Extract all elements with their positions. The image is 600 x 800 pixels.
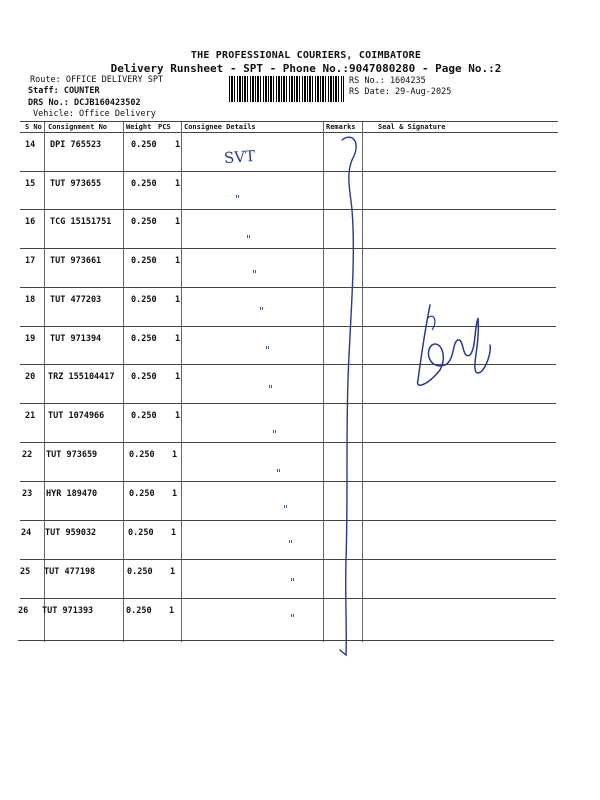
row-consignment: TUT 973659 [46, 450, 98, 460]
ditto-mark: " [290, 576, 296, 589]
company-title: THE PROFESSIONAL COURIERS, COIMBATORE [190, 50, 422, 61]
vehicle-label: Vehicle: Office Delivery [33, 109, 156, 119]
row-pcs: 1 [172, 489, 178, 499]
remarks-bracket-line [340, 137, 356, 655]
row-consignment: TUT 1074966 [48, 411, 105, 421]
row-pcs: 1 [175, 372, 181, 382]
row-consignment: TUT 973655 [50, 179, 102, 189]
row-weight: 0.250 [131, 217, 157, 227]
row-pcs: 1 [171, 528, 177, 538]
col-header-consignee: Consignee Details [184, 123, 256, 131]
row-sno: 17 [25, 256, 36, 266]
ditto-mark: " [259, 305, 265, 318]
staff-label: Staff: COUNTER [28, 86, 100, 96]
row-sno: 21 [25, 411, 36, 421]
handwritten-svt: SVT [223, 146, 256, 168]
row-pcs: 1 [175, 179, 181, 189]
col-header-weight: Weight [126, 123, 152, 131]
row-sno: 15 [25, 179, 36, 189]
row-sno: 18 [25, 295, 36, 305]
row-pcs: 1 [172, 450, 178, 460]
ditto-mark: " [283, 503, 289, 516]
row-sno: 19 [25, 334, 36, 344]
route-label: Route: OFFICE DELIVERY SPT [30, 75, 164, 85]
row-weight: 0.250 [129, 450, 155, 460]
row-weight: 0.250 [128, 528, 154, 538]
row-consignment: TCG 15151751 [50, 217, 112, 227]
row-consignment: HYR 189470 [46, 489, 98, 499]
row-consignment: TUT 959032 [45, 528, 97, 538]
row-consignment: TRZ 155104417 [48, 372, 115, 382]
col-header-sno: S No [25, 123, 42, 131]
row-weight: 0.250 [131, 372, 157, 382]
row-sno: 26 [18, 606, 29, 616]
ditto-mark: " [276, 467, 282, 480]
row-pcs: 1 [170, 567, 176, 577]
ditto-mark: " [272, 428, 278, 441]
row-sno: 20 [25, 372, 36, 382]
row-weight: 0.250 [126, 606, 152, 616]
ditto-mark: " [246, 233, 252, 246]
row-sno: 16 [25, 217, 36, 227]
row-weight: 0.250 [131, 295, 157, 305]
col-header-remarks: Remarks [326, 123, 356, 131]
ditto-mark: " [265, 344, 271, 357]
row-weight: 0.250 [131, 179, 157, 189]
row-weight: 0.250 [131, 411, 157, 421]
ditto-mark: " [252, 268, 258, 281]
ditto-mark: " [290, 612, 296, 625]
row-consignment: TUT 971394 [50, 334, 102, 344]
row-consignment: DPI 765523 [50, 140, 102, 150]
rs-date: RS Date: 29-Aug-2025 [349, 87, 452, 97]
drs-number: DRS No.: DCJB160423502 [28, 98, 141, 108]
signature-flourish [428, 316, 435, 330]
row-weight: 0.250 [131, 256, 157, 266]
row-sno: 22 [22, 450, 33, 460]
ditto-mark: " [288, 538, 294, 551]
row-weight: 0.250 [129, 489, 155, 499]
col-header-pcs: PCS [158, 123, 171, 131]
runsheet-subtitle: Delivery Runsheet - SPT - Phone No.:9047080280 - Page No.:2 [110, 62, 502, 75]
ditto-mark: " [235, 193, 241, 206]
row-pcs: 1 [175, 217, 181, 227]
row-consignment: TUT 477203 [50, 295, 102, 305]
col-header-seal: Seal & Signature [378, 123, 446, 131]
row-pcs: 1 [175, 140, 181, 150]
row-pcs: 1 [175, 334, 181, 344]
row-pcs: 1 [169, 606, 175, 616]
row-pcs: 1 [175, 411, 181, 421]
row-sno: 25 [20, 567, 31, 577]
rs-number: RS No.: 1604235 [349, 76, 426, 86]
row-weight: 0.250 [131, 334, 157, 344]
row-consignment: TUT 973661 [50, 256, 102, 266]
col-header-consignment: Consignment No [48, 123, 108, 131]
row-weight: 0.250 [131, 140, 157, 150]
row-consignment: TUT 477198 [44, 567, 96, 577]
row-sno: 24 [21, 528, 32, 538]
row-pcs: 1 [175, 256, 181, 266]
row-sno: 14 [25, 140, 36, 150]
ditto-mark: " [268, 383, 274, 396]
row-consignment: TUT 971393 [42, 606, 94, 616]
row-weight: 0.250 [127, 567, 153, 577]
row-pcs: 1 [175, 295, 181, 305]
row-sno: 23 [22, 489, 33, 499]
